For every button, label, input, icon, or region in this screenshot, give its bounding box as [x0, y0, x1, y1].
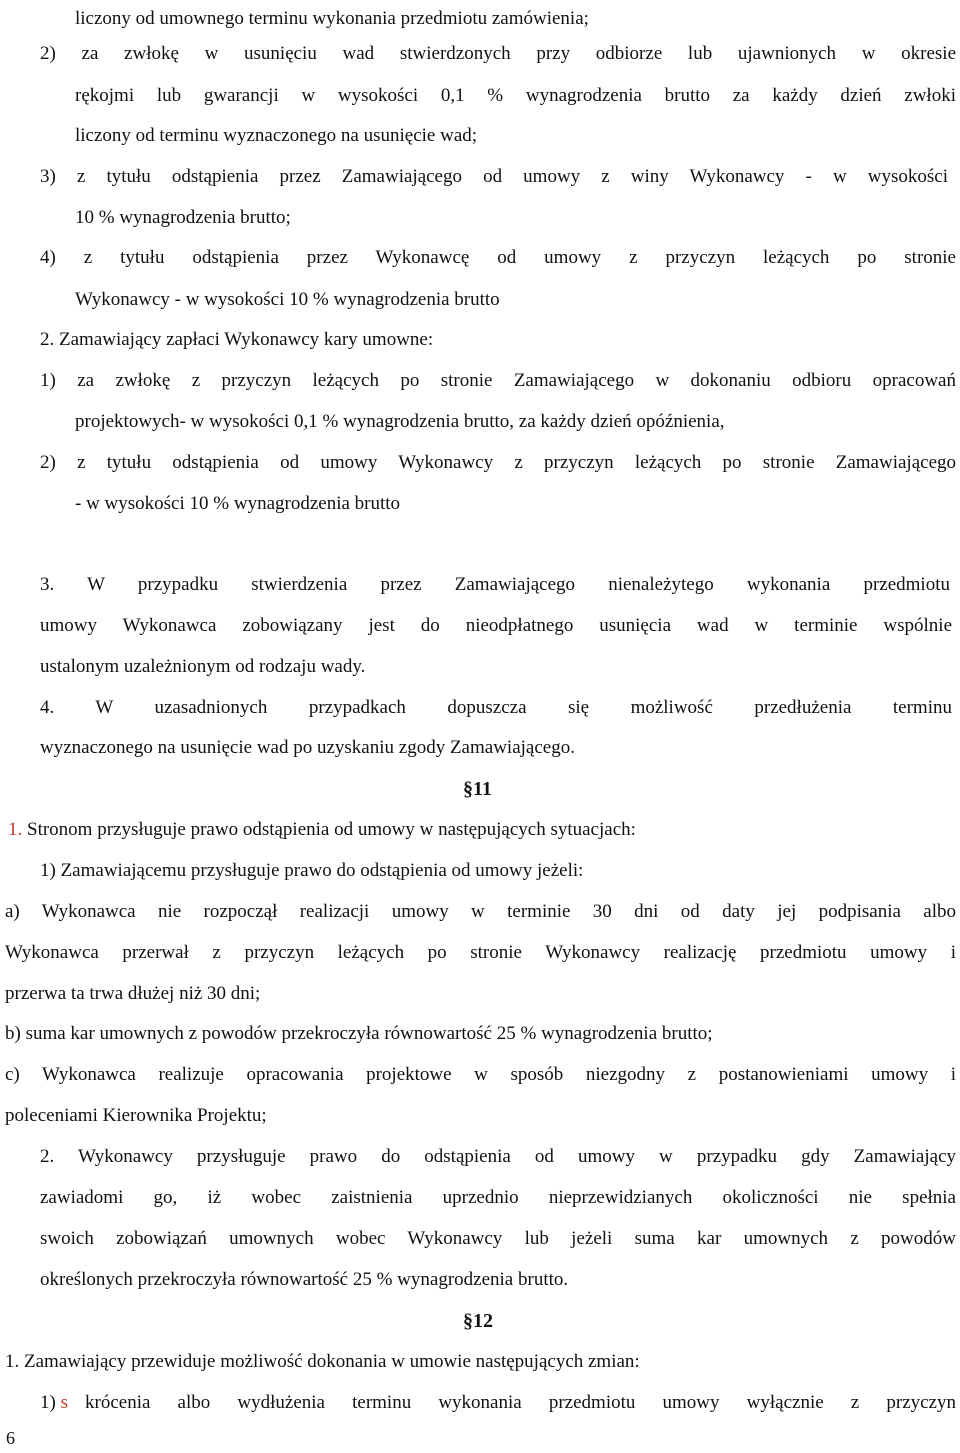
- text-line: rękojmi lub gwarancji w wysokości 0,1 % wynagrodzenia brutto za każdy dzień zwłoki: [75, 85, 956, 106]
- text-line: ustalonym uzależnionym od rodzaju wady.: [40, 656, 366, 677]
- text-line: swoich zobowiązań umownych wobec Wykonawcy lub jeżeli suma kar umownych z powodów: [40, 1228, 956, 1249]
- text-line: b) suma kar umownych z powodów przekroczyła równowartość 25 % wynagrodzenia brutto;: [5, 1023, 713, 1044]
- section-heading-12: §12: [463, 1310, 493, 1332]
- text-line: 4. W uzasadnionych przypadkach dopuszcza się możliwość przedłużenia terminu: [40, 697, 952, 718]
- text-line: Wykonawca przerwał z przyczyn leżących po stronie Wykonawcy realizację przedmiotu umowy i: [5, 942, 956, 963]
- section-heading-11: §11: [463, 778, 492, 800]
- text-line: krócenia albo wydłużenia terminu wykonania przedmiotu umowy wyłącznie z przyczyn: [85, 1392, 956, 1413]
- text-line: c) Wykonawca realizuje opracowania projektowe w sposób niezgodny z postanowieniami umowy i: [5, 1064, 956, 1085]
- text-line: umowy Wykonawca zobowiązany jest do nieodpłatnego usunięcia wad w terminie wspólnie: [40, 615, 952, 636]
- text-line: liczony od umownego terminu wykonania przedmiotu zamówienia;: [75, 8, 589, 29]
- text-line: 2) z tytułu odstąpienia od umowy Wykonawcy z przyczyn leżących po stronie Zamawiającego: [40, 452, 956, 473]
- text-line: zawiadomi go, iż wobec zaistnienia uprzednio nieprzewidzianych okoliczności nie spełnia: [40, 1187, 956, 1208]
- highlighted-letter: s: [60, 1392, 68, 1413]
- page-number: 6: [6, 1428, 15, 1448]
- numbering-marker: 1): [40, 1392, 61, 1413]
- numbering-marker: 1.: [8, 819, 23, 840]
- text-line: 1) Zamawiającemu przysługuje prawo do odstąpienia od umowy jeżeli:: [40, 860, 584, 881]
- line-text: Stronom przysługuje prawo odstąpienia od umowy w następujących sytuacjach:: [22, 819, 636, 840]
- text-line: Wykonawcy - w wysokości 10 % wynagrodzenia brutto: [75, 289, 500, 310]
- text-line: [8, 818, 636, 842]
- text-line: 3) z tytułu odstąpienia przez Zamawiającego od umowy z winy Wykonawcy - w wysokości: [40, 166, 948, 187]
- text-line: 4) z tytułu odstąpienia przez Wykonawcę od umowy z przyczyn leżących po stronie: [40, 247, 956, 268]
- text-line: projektowych- w wysokości 0,1 % wynagrodzenia brutto, za każdy dzień opóźnienia,: [75, 411, 725, 432]
- text-line: poleceniami Kierownika Projektu;: [5, 1105, 267, 1126]
- text-line: 2) za zwłokę w usunięciu wad stwierdzonych przy odbiorze lub ujawnionych w okresie: [40, 43, 956, 64]
- text-line-marker: [40, 1391, 68, 1415]
- text-line: 2. Wykonawcy przysługuje prawo do odstąpienia od umowy w przypadku gdy Zamawiający: [40, 1146, 956, 1167]
- text-line: liczony od terminu wyznaczonego na usunięcie wad;: [75, 125, 478, 146]
- text-line: wyznaczonego na usunięcie wad po uzyskaniu zgody Zamawiającego.: [40, 737, 575, 758]
- text-line: 2. Zamawiający zapłaci Wykonawcy kary umowne:: [40, 329, 434, 350]
- text-line: - w wysokości 10 % wynagrodzenia brutto: [75, 493, 401, 514]
- text-line: 1) za zwłokę z przyczyn leżących po stronie Zamawiającego w dokonaniu odbioru opracowań: [40, 370, 956, 391]
- text-line: a) Wykonawca nie rozpoczął realizacji umowy w terminie 30 dni od daty jej podpisania albo: [5, 901, 956, 922]
- text-line: 1. Zamawiający przewiduje możliwość dokonania w umowie następujących zmian:: [5, 1351, 640, 1372]
- text-line: określonych przekroczyła równowartość 25 % wynagrodzenia brutto.: [40, 1269, 569, 1290]
- text-line: 3. W przypadku stwierdzenia przez Zamawiającego nienależytego wykonania przedmiotu: [40, 574, 950, 595]
- text-line: przerwa ta trwa dłużej niż 30 dni;: [5, 983, 261, 1004]
- text-line: 10 % wynagrodzenia brutto;: [75, 207, 291, 228]
